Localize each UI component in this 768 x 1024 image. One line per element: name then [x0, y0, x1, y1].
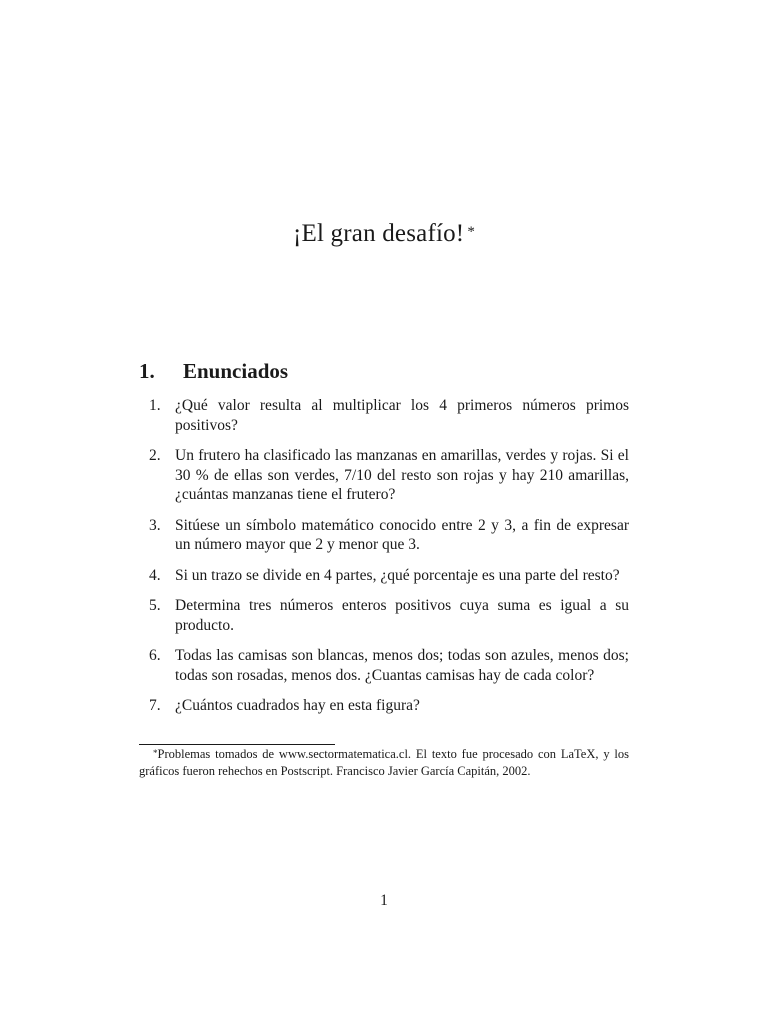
list-item	[139, 596, 629, 635]
item-text: Determina tres números enteros positivos cuya suma es igual a su producto.	[175, 597, 629, 634]
section-title: Enunciados	[183, 359, 289, 383]
title-footnote-mark: *	[467, 224, 476, 240]
item-number: 2.	[149, 447, 161, 464]
list-item	[139, 696, 629, 716]
item-text: Un frutero ha clasificado las manzanas en amarillas, verdes y rojas. Si el 30 % de ellas son verdes, 7/10 del resto son rojas y hay 210 amarillas, ¿cuántas manzanas tiene el frutero?	[175, 447, 629, 503]
item-text: Todas las camisas son blancas, menos dos; todas son azules, menos dos; todas son rosadas, menos dos. ¿Cuantas camisas hay de cada color?	[175, 647, 629, 684]
footnote-text: Problemas tomados de www.sectormatematica.cl. El texto fue procesado con LaTeX, y los gráficos fueron rehechos en Postscript. Francisco Javier García Capitán, 2002.	[139, 747, 629, 778]
item-number: 5.	[149, 597, 161, 614]
list-item	[139, 646, 629, 685]
item-number: 3.	[149, 516, 161, 534]
problem-list	[139, 396, 629, 727]
list-item	[139, 516, 629, 555]
item-text: ¿Cuántos cuadrados hay en esta figura?	[175, 697, 420, 714]
footnote	[139, 746, 629, 780]
item-number: 7.	[149, 697, 161, 714]
footnote-mark: *	[153, 748, 158, 758]
section-heading	[139, 356, 288, 386]
footnote-divider	[139, 744, 335, 745]
list-item	[139, 566, 629, 586]
item-number: 6.	[149, 647, 161, 664]
item-number: 1.	[149, 397, 161, 414]
list-item	[139, 396, 629, 435]
page-number: 1	[380, 892, 388, 909]
list-item	[139, 446, 629, 505]
item-text: ¿Qué valor resulta al multiplicar los 4 primeros números primos positivos?	[175, 397, 629, 434]
document-title	[0, 216, 768, 252]
title-text: ¡El gran desafío!	[292, 220, 465, 247]
item-text: Si un trazo se divide en 4 partes, ¿qué porcentaje es una parte del resto?	[175, 566, 620, 584]
item-text: Sitúese un símbolo matemático conocido entre 2 y 3, a fin de expresar un número mayor que 2 y menor que 3.	[175, 516, 629, 553]
section-number: 1.	[139, 359, 155, 383]
item-number: 4.	[149, 566, 161, 584]
